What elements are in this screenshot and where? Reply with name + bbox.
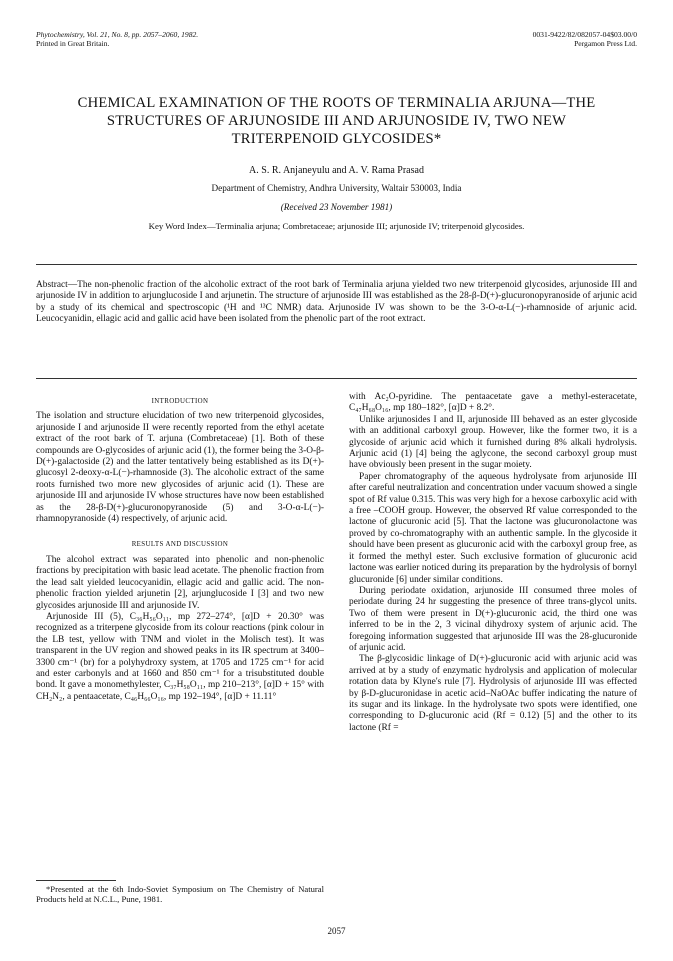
article-code: 0031-9422/82/082057-04$03.00/0 (532, 30, 637, 39)
journal-header (36, 30, 198, 48)
right-paragraph-3: Paper chromatography of the aqueous hydrolysate from arjunoside III after careful neutralization and concentration under vacuum showed a single spot of Rf value 0.315. This was very high for a hexose carboxylic acid with a free –COOH group. However, the observed Rf value corresponded to the lactone of glucuronic acid [5]. That the lactone was glucuronolactone was proved by co-chromatography with an authentic sample. In the glycoside it should have been present as glucuronic acid with the carboxyl group free, as it formed the methyl ester. Such exclusive formation of glucuronic acid lactone was earlier noticed during its preparation by the hydrolysis of bornyl glucuronide [6] under similar conditions. (349, 471, 637, 585)
left-column (36, 396, 324, 703)
article-title: CHEMICAL EXAMINATION OF THE ROOTS OF TERMINALIA ARJUNA—THE STRUCTURES OF ARJUNOSIDE III AND ARJUNOSIDE IV, TWO NEW TRITERPENOID GLYCOSIDES* (77, 95, 596, 147)
affiliation: Department of Chemistry, Andhra University, Waltair 530003, India (211, 183, 462, 193)
keyword-index: Key Word Index—Terminalia arjuna; Combretaceae; arjunoside III; arjunoside IV; triterpenoid glycosides. (148, 221, 525, 231)
abstract-top-rule (36, 264, 637, 265)
introduction-heading: INTRODUCTION (151, 398, 209, 405)
page-number: 2057 (327, 926, 346, 936)
right-paragraph-5: The β-glycosidic linkage of D(+)-glucuronic acid with arjunic acid was arrived at by a study of enzymatic hydrolysis and application of molecular rotation data by Klyne's rule [7]. Hydrolysis of arjunoside III was effected by β-D-glucuronidase in acetic acid–NaOAc buffer indicating the nature of its sugar and its linkage. In the hydrolysate two spots were identified, one corresponding to D-glucuronic acid (Rf = 0.12) [5] and the other to its lactone (Rf = (349, 654, 637, 733)
abstract: Abstract—The non-phenolic fraction of the alcoholic extract of the root bark of Terminalia arjuna yielded two new triterpenoid glycosides, arjunoside III and arjunoside IV in addition to arjunglucoside I and arjunetin. The structure of arjunoside III was established as the 28-β-D(+)-glucuronopyranoside of arjunic acid by a study of its chemical and spectroscopic (¹H and ¹³C NMR) data. Arjunoside IV was shown to be the 3-O-α-L(−)-rhamnoside of arjunic acid. Leucocyanidin, ellagic acid and gallic acid have been isolated from the phenolic part of the root extract. (36, 280, 637, 325)
printed-in: Printed in Great Britain. (36, 39, 110, 48)
received-date: (Received 23 November 1981) (280, 202, 393, 212)
results-paragraph-2: Arjunoside III (5), C₃₆H₅₆O₁₁, mp 272–274°, [α]D + 20.30° was recognized as a triterpene glycoside from its colour reactions (pink colour in the LB test, yellow with TNM and violet in the Molisch test). It was transparent in the UV region and showed peaks in its IR spectrum at 3400–3300 cm⁻¹ (br) for a polyhydroxy system, at 1705 and 1725 cm⁻¹ for acid and ester carbonyls and at 1660 and 850 cm⁻¹ for a trisubstituted double bond. It gave a monomethylester, C₃₇H₅₈O₁₁, mp 210–213°, [α]D + 15° with CH₂N₂, a pentaacetate, C₄₆H₆₆O₁₆, mp 192–194°, [α]D + 11.11° (36, 611, 324, 702)
author-list: A. S. R. Anjaneyulu and A. V. Rama Prasad (249, 165, 424, 176)
abstract-bottom-rule (36, 378, 637, 379)
right-paragraph-1: with Ac₂O-pyridine. The pentaacetate gave a methyl-esteracetate, C₄₇H₆₈O₁₆, mp 180–182°, [α]D + 8.2°. (349, 392, 637, 414)
journal-citation: Phytochemistry, Vol. 21, No. 8, pp. 2057–2060, 1982. (36, 30, 199, 39)
publisher-name: Pergamon Press Ltd. (574, 39, 637, 48)
results-heading: RESULTS AND DISCUSSION (131, 541, 229, 549)
right-paragraph-2: Unlike arjunosides I and II, arjunoside III behaved as an ester glycoside with an additional carboxyl group. However, like the former two, it is a glycoside of arjunic acid which it furnished during 8% alkali hydrolysis. Arjunic acid (1) [4] being the aglycone, the second carboxyl group must have obviously been present in the sugar moiety. (349, 414, 637, 471)
introduction-paragraph: The isolation and structure elucidation of two new triterpenoid glycosides, arjunoside I and arjunoside II were recently reported from the ethyl acetate extract of the root bark of T. arjuna (Combretaceae) [1]. Both of these compounds are O-glycosides of arjunic acid (1), the former being the 3-O-β-D(+)-galactoside (2) and the latter tentatively being established as its D(+)-glucosyl 2-deoxy-α-L(−)-rhamnoside (3). The alcoholic extract of the same roots furnished two more new glycosides of arjunic acid (1). These are arjunoside III and arjunoside IV whose structures have now been established as the 28-β-D(+)-glucuronopyranoside (5) and 3-O-α-L(−)-rhamnopyranoside (4) respectively, of arjunic acid. (36, 411, 324, 525)
publisher-header (533, 30, 637, 48)
right-column (349, 392, 637, 734)
results-paragraph-1: The alcohol extract was separated into phenolic and non-phenolic fractions by precipitation with basic lead acetate. The phenolic fraction from the lead salt yielded leucocyanidin, ellagic acid and gallic acid. The non-phenolic fraction yielded arjunetin [2], arjunglucoside I [3] and two new glycosides arjunoside III and arjunoside IV. (36, 554, 324, 611)
right-paragraph-4: During periodate oxidation, arjunoside III consumed three moles of periodate during 24 hr suggesting the presence of three trans-glycol units. Two of them were present in D(+)-glucuronic acid, the third one was inferred to be in the 2, 3 vicinal dihydroxy system of arjunic acid. The foregoing information suggested that arjunoside III was the 28-glucuronide of arjunic acid. (349, 585, 637, 653)
footnote-rule (36, 880, 116, 881)
footnote: *Presented at the 6th Indo-Soviet Symposium on The Chemistry of Natural Products held at N.C.L., Pune, 1981. (36, 884, 324, 905)
